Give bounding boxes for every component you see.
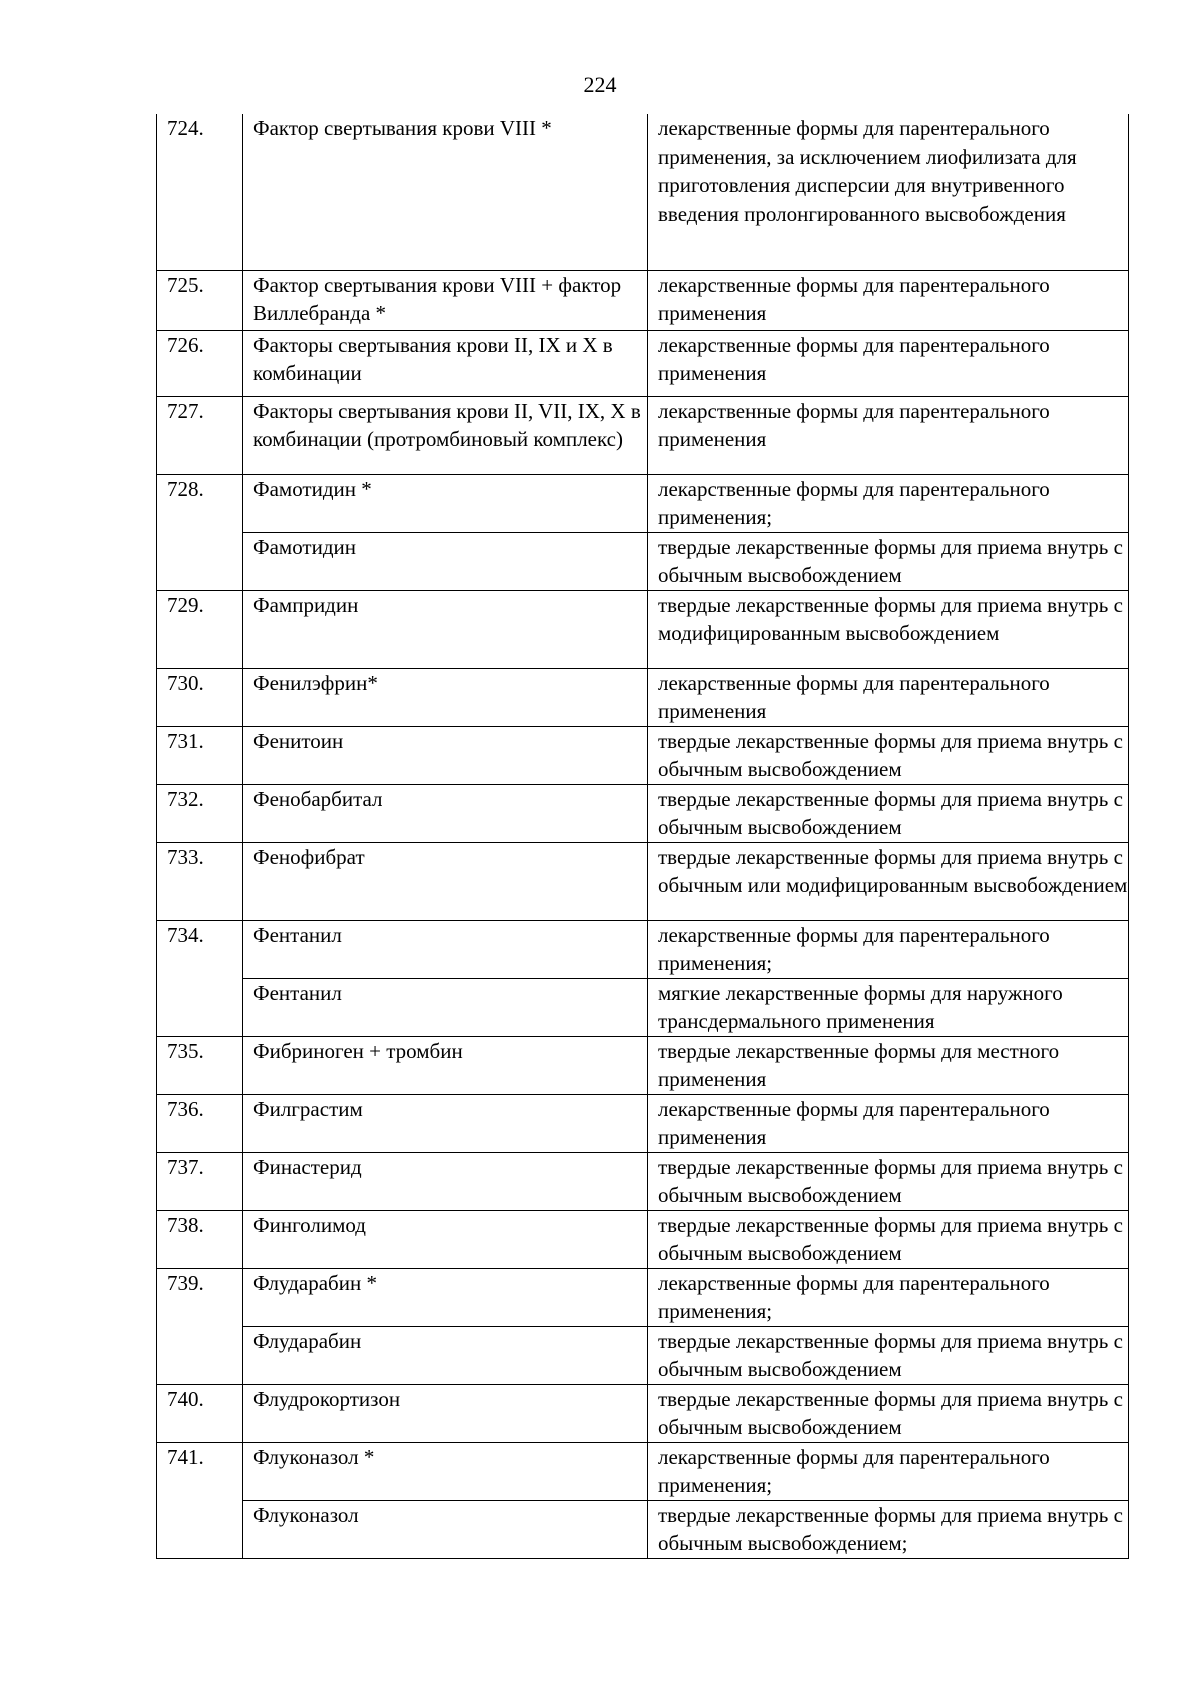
table-row: [157, 1210, 1129, 1268]
dosage-form: лекарственные формы для парентерального применения;: [648, 1268, 1129, 1326]
dosage-form: лекарственные формы для парентерального применения;: [648, 474, 1129, 532]
table-row: [157, 978, 1129, 1036]
drug-name: Флударабин *: [243, 1268, 648, 1326]
table-row: [157, 1326, 1129, 1384]
table-row: [157, 1094, 1129, 1152]
row-number: 727.: [157, 396, 243, 474]
row-number: 741.: [157, 1442, 243, 1558]
dosage-form: лекарственные формы для парентерального применения, за исключением лиофилизата для приготовления дисперсии для внутривенного введения пролонгированного высвобождения: [648, 114, 1129, 270]
drug-name: Фактор свертывания крови VIII + фактор Виллебранда *: [243, 270, 648, 330]
dosage-form: твердые лекарственные формы для приема внутрь с обычным высвобождением: [648, 784, 1129, 842]
row-number: 740.: [157, 1384, 243, 1442]
table-row: [157, 396, 1129, 474]
dosage-form: твердые лекарственные формы для приема внутрь с обычным или модифицированным высвобождением: [648, 842, 1129, 920]
row-number: 731.: [157, 726, 243, 784]
drug-name: Фентанил: [243, 920, 648, 978]
row-number: 736.: [157, 1094, 243, 1152]
drug-table-body: [157, 114, 1129, 1558]
table-row: [157, 1500, 1129, 1558]
drug-name: Фенобарбитал: [243, 784, 648, 842]
drug-name: Флуконазол *: [243, 1442, 648, 1500]
dosage-form: лекарственные формы для парентерального применения: [648, 330, 1129, 396]
dosage-form: твердые лекарственные формы для приема внутрь с обычным высвобождением: [648, 532, 1129, 590]
drug-name: Фактор свертывания крови VIII *: [243, 114, 648, 270]
drug-name: Фампридин: [243, 590, 648, 668]
row-number: 739.: [157, 1268, 243, 1384]
table-row: [157, 726, 1129, 784]
drug-name: Флударабин: [243, 1326, 648, 1384]
drug-name: Финголимод: [243, 1210, 648, 1268]
row-number: 733.: [157, 842, 243, 920]
dosage-form: лекарственные формы для парентерального применения;: [648, 920, 1129, 978]
dosage-form: лекарственные формы для парентерального применения: [648, 668, 1129, 726]
dosage-form: лекарственные формы для парентерального применения: [648, 1094, 1129, 1152]
row-number: 726.: [157, 330, 243, 396]
drug-table: [156, 114, 1129, 1559]
table-row: [157, 330, 1129, 396]
table-row: [157, 270, 1129, 330]
dosage-form: лекарственные формы для парентерального применения;: [648, 1442, 1129, 1500]
dosage-form: твердые лекарственные формы для приема внутрь с обычным высвобождением: [648, 1152, 1129, 1210]
dosage-form: твердые лекарственные формы для приема внутрь с обычным высвобождением: [648, 1326, 1129, 1384]
table-row: [157, 532, 1129, 590]
table-row: [157, 920, 1129, 978]
dosage-form: твердые лекарственные формы для приема внутрь с обычным высвобождением;: [648, 1500, 1129, 1558]
drug-name: Факторы свертывания крови II, VII, IX, X в комбинации (протромбиновый комплекс): [243, 396, 648, 474]
table-row: [157, 1036, 1129, 1094]
drug-name: Флудрокортизон: [243, 1384, 648, 1442]
dosage-form: твердые лекарственные формы для местного применения: [648, 1036, 1129, 1094]
dosage-form: мягкие лекарственные формы для наружного трансдермального применения: [648, 978, 1129, 1036]
table-row: [157, 842, 1129, 920]
dosage-form: лекарственные формы для парентерального применения: [648, 396, 1129, 474]
table-row: [157, 474, 1129, 532]
dosage-form: твердые лекарственные формы для приема внутрь с обычным высвобождением: [648, 1210, 1129, 1268]
table-row: [157, 590, 1129, 668]
table-row: [157, 668, 1129, 726]
table-row: [157, 1442, 1129, 1500]
drug-name: Финастерид: [243, 1152, 648, 1210]
table-row: [157, 784, 1129, 842]
drug-name: Фенитоин: [243, 726, 648, 784]
drug-name: Фенилэфрин*: [243, 668, 648, 726]
row-number: 738.: [157, 1210, 243, 1268]
row-number: 725.: [157, 270, 243, 330]
row-number: 737.: [157, 1152, 243, 1210]
table-row: [157, 114, 1129, 270]
drug-name: Филграстим: [243, 1094, 648, 1152]
row-number: 729.: [157, 590, 243, 668]
dosage-form: твердые лекарственные формы для приема внутрь с модифицированным высвобождением: [648, 590, 1129, 668]
row-number: 728.: [157, 474, 243, 590]
page-number: 224: [583, 72, 617, 97]
table-row: [157, 1268, 1129, 1326]
drug-name: Фентанил: [243, 978, 648, 1036]
row-number: 730.: [157, 668, 243, 726]
drug-name: Фамотидин *: [243, 474, 648, 532]
table-row: [157, 1384, 1129, 1442]
dosage-form: твердые лекарственные формы для приема внутрь с обычным высвобождением: [648, 726, 1129, 784]
row-number: 734.: [157, 920, 243, 1036]
row-number: 724.: [157, 114, 243, 270]
row-number: 735.: [157, 1036, 243, 1094]
table-row: [157, 1152, 1129, 1210]
drug-name: Факторы свертывания крови II, IX и X в комбинации: [243, 330, 648, 396]
dosage-form: лекарственные формы для парентерального применения: [648, 270, 1129, 330]
drug-name: Фамотидин: [243, 532, 648, 590]
row-number: 732.: [157, 784, 243, 842]
drug-name: Флуконазол: [243, 1500, 648, 1558]
drug-name: Фенофибрат: [243, 842, 648, 920]
dosage-form: твердые лекарственные формы для приема внутрь с обычным высвобождением: [648, 1384, 1129, 1442]
drug-name: Фибриноген + тромбин: [243, 1036, 648, 1094]
